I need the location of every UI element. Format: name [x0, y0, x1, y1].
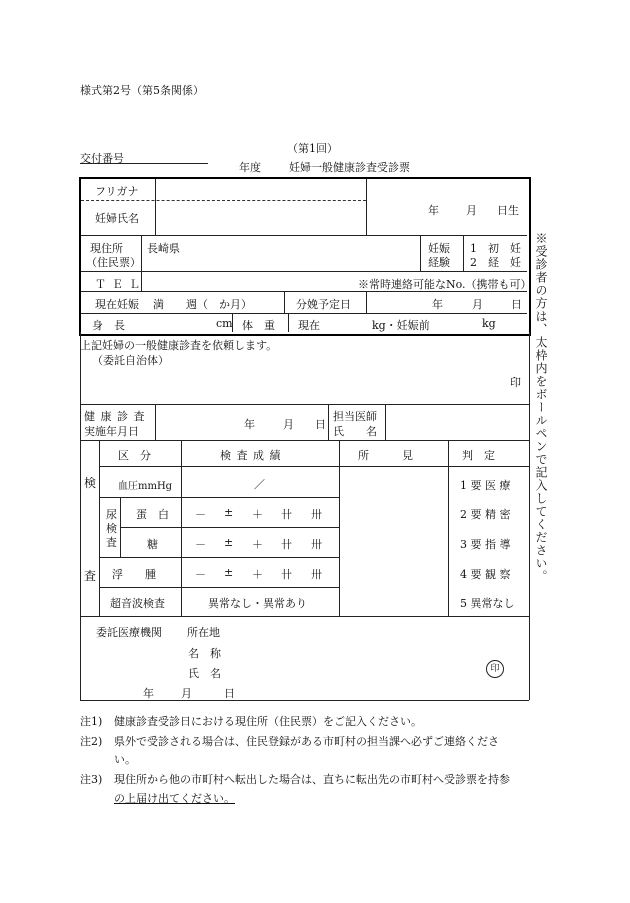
protein-label: 蛋 白 [136, 508, 169, 521]
due-month: 月 [472, 298, 483, 311]
clinic-seal: 印 [486, 660, 504, 678]
edema-scale-pm[interactable]: ± [224, 566, 234, 579]
edema-scale-2plus[interactable]: 卄 [281, 568, 292, 581]
preg-option-2[interactable]: 2 経 妊 [470, 256, 521, 269]
tel-field[interactable] [150, 276, 350, 289]
exam-side-2: 査 [84, 569, 97, 583]
note-1-text: 健康診査受診日における現住所（住民票）をご記入ください。 [114, 715, 422, 728]
ultrasound-result[interactable]: 異常なし・異常あり [208, 597, 307, 610]
current-preg-label: 現在妊娠 [95, 298, 139, 311]
ultrasound-label: 超音波検査 [110, 597, 165, 610]
exam-year: 年 [244, 418, 255, 431]
sugar-label: 糖 [147, 538, 158, 551]
form-title: 妊婦一般健康診査受診票 [289, 161, 410, 174]
edema-label: 浮 腫 [112, 568, 156, 581]
sugar-scale-plus[interactable]: ＋ [252, 538, 263, 551]
furigana-label: フリガナ [95, 185, 139, 198]
form-number: 様式第2号（第5条関係） [80, 84, 204, 97]
tel-note: ※常時連絡可能なNo.（携帯も可） [358, 278, 532, 291]
note-3-cont-text: の上届け出てください。 [114, 792, 235, 805]
bp-label: 血圧mmHg [118, 481, 173, 492]
side-note: ※受診者の方は、太枠内をボールペンで記入してください。 [534, 232, 548, 583]
name-label: 妊婦氏名 [95, 212, 139, 225]
protein-scale-pm[interactable]: ± [224, 506, 234, 519]
municipality-label: （委託自治体） [92, 354, 169, 367]
round-label: （第1回） [287, 142, 338, 155]
clinic-month: 月 [181, 687, 192, 700]
note-3-label: 注3) [80, 773, 103, 786]
preg-exp-1: 妊娠 [428, 242, 450, 255]
sugar-scale-2plus[interactable]: 卄 [281, 538, 292, 551]
dob-month: 月 [466, 204, 477, 217]
grant-number-line[interactable] [80, 163, 208, 164]
exam-date-label-2: 実施年月日 [84, 425, 139, 438]
edema-scale-plus[interactable]: ＋ [252, 568, 263, 581]
note-3-cont [80, 790, 235, 806]
exam-date-label-1: 健 康 診 査 [84, 410, 146, 423]
dob-day: 日生 [497, 204, 519, 217]
protein-scale-plus[interactable]: ＋ [252, 508, 263, 521]
col-category: 区 分 [118, 449, 151, 462]
weight-unit: kg [482, 317, 496, 330]
weight-label: 体 重 [242, 319, 275, 332]
note-3-text: 現住所から他の市町村へ転出した場合は、直ちに転出先の市町村へ受診票を持参 [114, 773, 510, 786]
address-value[interactable]: 長崎県 [147, 242, 180, 255]
note-2-cont-text: い。 [114, 753, 136, 766]
note-2-text: 県外で受診される場合は、住民登録がある市町村の担当課へ必ずご連絡くださ [114, 735, 499, 748]
note-3 [80, 771, 510, 787]
furigana-field[interactable] [165, 183, 355, 197]
clinic-name-label: 名 称 [188, 647, 221, 660]
note-2-cont [80, 751, 136, 767]
due-date-label: 分娩予定日 [296, 298, 351, 311]
address-sub-label: （住民票） [86, 256, 141, 269]
judgment-1[interactable]: 1 要 医 療 [460, 479, 511, 492]
protein-scale-3plus[interactable]: 卅 [311, 508, 322, 521]
doctor-name-field[interactable] [395, 414, 520, 430]
note-1-label: 注1) [80, 715, 103, 728]
col-findings: 所 見 [358, 449, 413, 462]
height-unit: cm [216, 317, 233, 330]
edema-scale-3plus[interactable]: 卅 [311, 568, 322, 581]
sugar-scale-minus[interactable]: － [195, 538, 206, 551]
grant-number-label: 交付番号 [80, 152, 124, 165]
preg-exp-2: 経験 [428, 256, 450, 269]
note-2-label: 注2) [80, 735, 103, 748]
tel-label: ＴＥＬ [95, 278, 146, 291]
doctor-label-1: 担当医師 [333, 410, 377, 423]
clinic-label: 委託医療機関 [96, 626, 162, 639]
judgment-4[interactable]: 4 要 観 察 [460, 568, 511, 581]
note-2 [80, 733, 499, 749]
request-text: 上記妊婦の一般健康診査を依頼します。 [80, 339, 278, 352]
judgment-3[interactable]: 3 要 指 導 [460, 538, 511, 551]
clinic-day: 日 [224, 687, 235, 700]
exam-month: 月 [283, 418, 294, 431]
protein-scale-minus[interactable]: － [195, 508, 206, 521]
exam-side-1: 検 [84, 476, 97, 490]
edema-scale-minus[interactable]: － [195, 568, 206, 581]
weeks-field[interactable]: 満 週（ か月） [153, 298, 252, 311]
doctor-label-2: 氏 名 [333, 425, 377, 438]
due-day: 日 [511, 298, 522, 311]
clinic-person-label: 氏 名 [188, 667, 221, 680]
findings-field[interactable] [345, 472, 443, 612]
weight-pre-label: kg・妊娠前 [372, 319, 430, 332]
height-label: 身 長 [92, 319, 125, 332]
title-year: 年度 [239, 161, 261, 174]
address-label: 現住所 [90, 242, 123, 255]
sugar-scale-3plus[interactable]: 卅 [311, 538, 322, 551]
name-field[interactable] [165, 202, 355, 222]
clinic-address-label: 所在地 [187, 626, 220, 639]
preg-option-1[interactable]: 1 初 妊 [470, 242, 521, 255]
urine-char-1: 尿 [106, 508, 117, 521]
protein-scale-2plus[interactable]: 卄 [281, 508, 292, 521]
note-1 [80, 713, 422, 729]
judgment-2[interactable]: 2 要 精 密 [460, 508, 511, 521]
due-year: 年 [432, 298, 443, 311]
clinic-year: 年 [143, 687, 154, 700]
bp-slash[interactable]: ／ [254, 478, 265, 491]
judgment-5[interactable]: 5 異常なし [460, 597, 515, 610]
urine-char-3: 査 [106, 536, 117, 549]
municipality-seal: 印 [510, 376, 521, 389]
col-results: 検 査 成 績 [220, 449, 282, 462]
col-judgment: 判 定 [462, 449, 495, 462]
urine-char-2: 検 [106, 522, 117, 535]
sugar-scale-pm[interactable]: ± [224, 536, 234, 549]
weight-current-label: 現在 [298, 319, 320, 332]
exam-day: 日 [315, 418, 326, 431]
dob-year: 年 [428, 204, 439, 217]
